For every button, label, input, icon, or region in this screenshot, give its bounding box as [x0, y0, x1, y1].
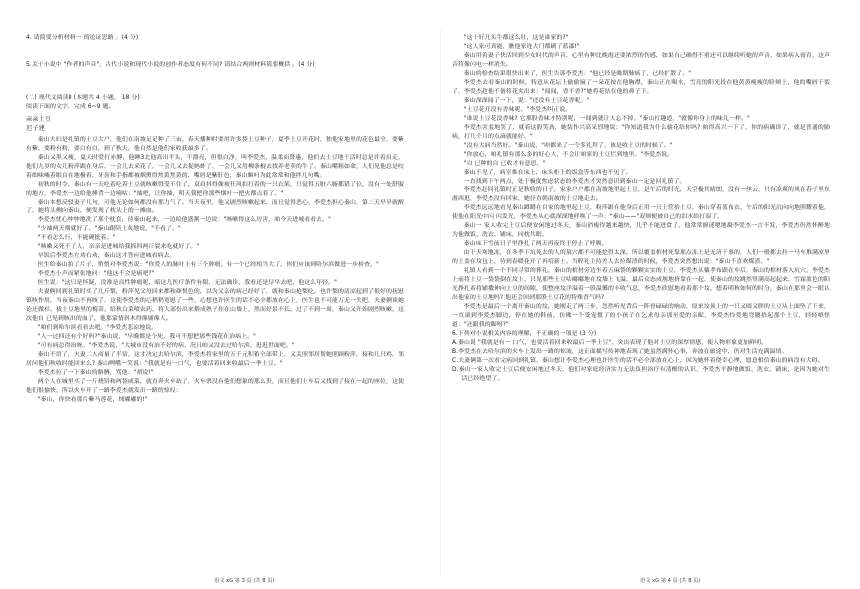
option-b: B.李爱杰在去哈尔滨的火车上发出一路的惊流，这正面描写传神地表现了她虽然满怀心事，奔波在旅途中，仍对生活充满温情。: [452, 348, 788, 355]
paragraph: "这人家可真能，瞧他家连大门都刷了蓝漆!": [463, 43, 580, 50]
question-5: 5.关于小说中 "作者的声音"，古代小说和现代小说的创作者态度有何不同? 请结合两则材料简要概括 。(4 分): [26, 61, 315, 68]
paragraph: 两个人在城里买了一斤烧饼和两袋咸菜，就直奔火车站了，火车票没有他们想象的那么贵，而且他们上车后又找到了接在一起的座位，这使他们很愉快，所以火车开了一路李爱杰就发出一路的惊叹：: [26, 378, 404, 394]
paragraph: "不看怎么行，不能硬挺着。": [37, 235, 116, 242]
page-footer-left: 语文 xG 第 3 页 (共 8 页): [214, 578, 275, 584]
left-column: [26, 34, 404, 574]
paragraph: "秦山，你快看那片紫马莲花，绒嘟嘟的!": [37, 396, 148, 403]
paragraph: "这十好几头牛都这么壮，这是谁家的?": [463, 35, 569, 41]
paragraph: 秦山一 家人收完土豆后便安闲地过冬天，秦山消瘦得越来越快，几乎不能进食了，他常常握迷嗯地凝李爱杰一言不发，李爱杰仍然怀醉地为他做饭、洗衣、铺床，同枕共眠。: [452, 223, 830, 239]
paragraph: 秦山深深闻了一下，说："还没有土豆花香呢。": [463, 97, 590, 104]
paragraph: 秦山夫妇是礼镇的土豆大户，他们在南坡足足种了三亩，春天播种时要用许多袋土豆种子，夏季土豆开花时，独他家地里的花色最全，要紫有紫，要粉有粉，要白有白，到了秋天，他自然是他们家收获最多了。: [26, 136, 404, 152]
paragraph: "咳嗽又死不了人，亲亲是进城给我抓四两斤裂来吃就好了。": [37, 244, 200, 251]
paragraph: 李爱杰去看秦山的时候，特意从花坛上偷偷摘了一朵花按在他胸襟，秦山正在喝水，雪亮的阳光投在他黄黄瘦瘦的脸颊上，他的嘴唇干裂了，李爱杰趁他不备将花夹出来："闻闻，香不香?"她将花拈在他的鼻子下。: [452, 79, 830, 95]
paragraph: 一直找到下午两点，处于极度焦虑状态的李爱杰才突然意识到秦山一定是回礼镇了。: [463, 178, 686, 185]
paragraph: 李爱杰是最后一个离开秦山的坟，她刚走了两三步，忽然听见背后一阵骨碌碌的响动，原来坟顶上的一只又圆又胖的土豆从上面坠了下来，一直滚到李爱杰脚边，停在她的鞋前，仿佛一个受宠惯了的小孩子在乞求母亲那至爱的亲昵，李爱杰怜爱地弯腰拾起那个土豆，轻轻嗔怪道："还跟我的脚呀?": [452, 304, 830, 328]
paragraph: 李爱杰害羞地笑了，就着这股笑劲，她装作兴高采烈地说："你知道我为什么偷花给你吗? 咱得高兴一下了，你的病确诊了，就是普通的肺病，打几个月的点滴就能好。": [452, 124, 830, 140]
paragraph: "少抽两天烟就好了。"秦山跟陪土灰地说，"不看了。": [37, 226, 181, 233]
paragraph: 李爱杰忧心忡忡地洗了那个枕套，待秦山起来，一边给他盛粥一边说："咳嗽得这么厉害，咱今天进城看看去。": [37, 217, 331, 224]
paragraph: 初秋的时令，秦山有一天吃着吃着土豆就咳嗽得受不住了，双肩抖得像被狂风扣打着的一只衣架，只觉得五脏六腑都错了位，没有一处舒服的地方，李爱杰一边给他捶背一边嘀咕："抽吧，让你抽，明天我把你那些烟叶一把火都点着了。": [26, 181, 404, 197]
paragraph: 礼镇人看到一个不同寻常的葬礼，秦山的棺材旁边坐着五麻袋的颗颗实实的土豆，李爱杰头戴孝布跟在车后，秦山的棺材落入坑穴，李爱杰上前将土豆一袋袋倒在坟上，只见那些土豆咕嘟嘟地在坟墙上飞溢，最后众态成规地挤靠在一起，使秦山的坟跳然竖满高起起来，雪霜蓝色的阳光挣扎着将铺撒伸向土豆的间隙，使整座坟洋溢着一股温馨的丰收气息，李爱杰欣慰地看着那个坟，想着明秋如何的时分，秦山在那里会一眼认出他家的土豆地吗? 他还会回到那股土豆花的特殊香气吗?: [452, 268, 830, 302]
column-divider: [440, 30, 441, 575]
reading-instruction: 阅读下面的文字，完成 6~9 题。: [26, 103, 115, 110]
page-footer-right: 语文 xG 第 4 页 (共 8 页): [640, 578, 701, 584]
question-6: 6.下列对小说相关内容的理解，不正确的一项是 (3 分): [452, 330, 597, 337]
paragraph: 早饭后李爱杰左劝右劝，秦山这才答应进城看病去。: [37, 253, 176, 260]
section-heading: (二) 现代文阅读Ⅱ (本题共 4 小题， 18 分): [26, 94, 140, 101]
paragraph: 秦山用着妻子快活回到少女时代的声音，心里有种比晚霞还要浓烈的伤感，如果自己确得不重还可以继续听她的声音，如果病入膏育，这声音将像闪电一样消失。: [452, 52, 830, 68]
paragraph: 秦山不见了，病室推在床上，床头柜上的饭盒等东西也不见了。: [463, 169, 632, 176]
story-author: 迟子建: [26, 125, 45, 133]
paragraph: 李爱杰小声而紧张地问："他这不会是癌吧?": [37, 271, 155, 278]
paragraph: 秦山本想反驳妻子几句，可他无论如何都没有那力气了。当天夜里，他又剧烈咳嗽起来，而且觉得恶心。李爱杰担心秦山，第二天早早就醒了，她将头侧向秦山，便发现了枕头上的一摊血。: [26, 199, 404, 215]
paragraph: "人一过四还有个好吗?"秦山说，"早晚都是个死，我可不想把那些钱花在治病上。": [37, 334, 256, 341]
option-c: C.夫妻俩第一次看完病回到礼镇，秦山想让李爱杰心理也许医生的话不必全部放在心上，因为她怀着侥幸心理，愿意相信秦山的病没有大碍。: [452, 357, 824, 364]
option-a: A.秦山说 "我就是有一 口气，也要活着回来收最后一季土豆"，突出表现了他对土豆的深厚情感，使人物形象更加鲜明。: [452, 339, 768, 346]
paragraph: 李爱杰赶回礼镇时正是秋收的日子，家家户户都在南坡地里起土豆，是午后的时光，天空极其晴朗，没有一丝云，只有凉爽的风在春子里东游西逛，李爱杰没有回家，她径直朝南坡的土豆地走去。: [452, 187, 830, 203]
paragraph: 秦山的检查结果很快出来了，医生告诉李爱杰："他已经是晚期肺癌了，已经扩散了。": [463, 70, 692, 77]
paragraph: 医生给秦山拍了片子，悄悄对李爱杰说："你爱人的肺叶上有三个肿瘤，有一个已经相当大了。你们应该到哈尔滨做进一步检查。": [37, 262, 379, 269]
right-column: [452, 34, 830, 574]
paragraph: 秦山又黑又瘦，夏天时爱打赤膊，他睡3北他高出半头，不漂亮，但很白净，叫李爱杰，温柔而贤惠，他们去土豆地干活时总是并着肩走，他们九岁的女儿粉萍跟在身后，一会儿去采花了，一会儿又去捉蚂蚱了，一会儿又用柳条棍去找养老卖的牛了。秦山嘴粗如命，人们见他总是咬着细味嗑着眼自在地极着，牙齿和手指都被烟熏得焦黄焦黄的，嘴唇是紫肝色，秦山顺叼为此常常和他拌几句嘴。: [26, 154, 404, 179]
paragraph: "土豆花开没有香味呢。"李爱杰纠正说。: [463, 106, 572, 113]
paragraph: "可有病总得治呀。"李爱杰说，"大城市没有治不好的病，况且咱又没去过哈尔滨，逛逛世面吧。": [37, 343, 295, 349]
paragraph: 由于天寒地冻，在冬季下坑死去的人的墓穴都不可能挖得太深，所以覆盖棺材死靠那点冻土是无济于事的，人们一般都去拉一马车堆满凉里的土盖在坟包上，待到春暖花开了再培新土。当粹礼主持差人去拉煤渣的时候，李爱杰突然想出说："秦山不喜欢煤渣。": [452, 250, 830, 266]
paragraph: "你放心，咱礼镇有那么多的好心人，不会让咱家的土豆烂到地里。"李爱杰说。: [463, 151, 674, 158]
story-title: 亲亲土豆: [26, 115, 52, 123]
question-4: 4. 请简要分析材料一 的论证思路 。(4 分): [26, 35, 139, 41]
paragraph: "没有大病当然好。"秦山说，"咱都来了一个多礼拜了，该是收土豆的时候了。": [463, 142, 673, 149]
paragraph: 李爱杰拉了一下秦山的胳膊，骂他："胡说!": [37, 369, 154, 376]
option-d: D.秦山一家人收完土豆后便安闲地过冬天，他们对家庭经济实力无法负担治疗有清醒的认识，李爱杰平静地做饭、洗衣、铺床，是因为她对生活已经绝望了。: [452, 366, 830, 382]
paragraph: "自 已种的自 已收才有意思。": [463, 160, 546, 167]
paragraph: 李爱杰远远地看见秦山蹲蹲在自家的地里起土豆，粉萍跟在他身后正用一只土筐拾土豆，秦山穿着蓝布衣，午后的阳光沉向向地照耀着他，使他在阳光中闪 闪发光，李爱杰从心底深深地呼唤了一声："秦山——"双颊便被自己的泪水给打湿了。: [452, 205, 830, 221]
paragraph: "咱们到哈尔滨看看去吧。"李爱杰悲凉地说。: [37, 325, 158, 332]
paragraph: 夫妻俩回到礼镇时买了几斤梨，粉萍见父母回来都和颜悦色的，以为父亲的病已经好了，就和秦山抢梨吃。也许梨的清凉起到了很好的抚慰镇咳作用，当夜秦山不再咳了，这使李爱杰的心稍稍宽慰了一些，心想也许医生的话不必全都放在心上，医生也不可能万无一失吧，夫妻俩谈她论还做衫，拔土豆地里的梅蒂，给秋白菜喷农药，将大部份出来煨成熟子挂在山墙上，然而好景不长，过了不到一周，秦山又开始剧烈咳嗽，这次他自 已见到咳出的血了，他那蒙情斜木得像铺像人。: [26, 289, 404, 323]
paragraph: "谁说土豆花没香味? 它那股香味才特别呢，一闻到就让人忘不掉。"秦山打趣道，"就像你身上的味儿一样。": [463, 115, 750, 122]
paragraph: 秦山不语了，夫妻二人商量了半宿，这才决定去哈尔滨，李爱杰将家里的五千元积蓄全部带上，又关照邻居帮她照顾粉萍，接和几只鸡，邻居问他们秋收时能回来么? 秦山咧嘴一笑说："我就是有一口气，也要活着回来收最后一季土豆。": [26, 351, 404, 367]
paragraph: 秦山床下雪前日子里挣扎了两天再夜终于停止了呼吸。: [463, 241, 608, 248]
paragraph: 医生说："这只是怀疑，没准是良性肿瘤呢，暗这儿医疗条件有限，无法确诊，我看还是尽早去吧，他这么年轻。": [37, 280, 337, 287]
